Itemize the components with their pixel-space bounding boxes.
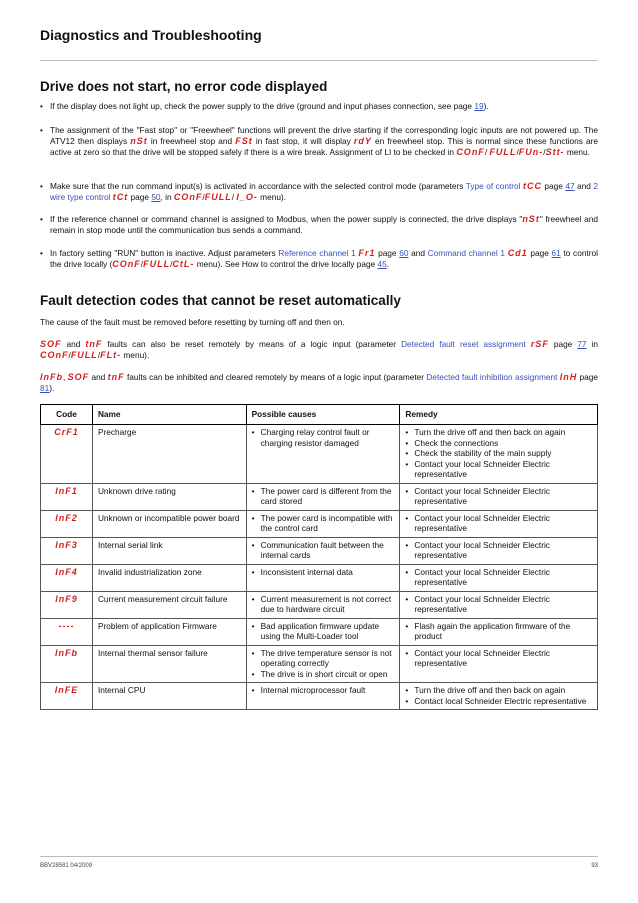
table-row — [41, 645, 598, 683]
bullet-modbus: • If the reference channel or command channel is assigned to Modbus, when the power supply is connected, the drive displays "nSt" freewheel and remain in stop mode until the communication bus sends a command. — [40, 214, 599, 235]
table-row — [41, 564, 598, 591]
fault-code: InF1 — [55, 485, 78, 496]
cell-causes — [246, 510, 400, 537]
list-item: • Bad application firmware update using the Multi-Loader tool — [252, 621, 395, 642]
list-item: • Contact your local Schneider Electric representative — [405, 513, 592, 534]
code-conf: COnF — [173, 192, 203, 202]
code-ctl: CtL- — [172, 259, 195, 269]
list-item: • Contact your local Schneider Electric representative — [405, 540, 592, 561]
cell-remedy — [400, 537, 598, 564]
cell-code — [41, 483, 93, 510]
page-link[interactable]: 77 — [577, 339, 587, 349]
list-item: • Current measurement is not correct due to hardware circuit — [252, 594, 395, 615]
col-header-code: Code — [41, 405, 93, 425]
list-item: • The power card is incompatible with the control card — [252, 513, 395, 534]
page-link[interactable]: 81 — [40, 383, 50, 393]
cell-name: Unknown drive rating — [92, 483, 246, 510]
fault-code: InF2 — [55, 512, 78, 523]
cell-name: Precharge — [92, 425, 246, 484]
param-link-fault-reset[interactable]: Detected fault reset assignment — [401, 339, 526, 349]
param-link-reference-channel[interactable]: Reference channel 1 — [278, 248, 356, 258]
code-rsf: rSF — [530, 339, 549, 349]
cell-remedy — [400, 564, 598, 591]
bullet-display: • If the display does not light up, check the power supply to the drive (ground and input phases connection, see page 19). — [40, 101, 489, 111]
page-number: 93 — [591, 863, 598, 869]
code-nst: nSt — [130, 136, 148, 146]
cell-remedy — [400, 618, 598, 645]
code-nst: nSt — [522, 214, 540, 224]
cell-causes — [246, 683, 400, 710]
cell-code — [41, 591, 93, 618]
col-header-causes: Possible causes — [246, 405, 400, 425]
code-infb: InFb — [40, 372, 63, 382]
fault-code: InF9 — [55, 593, 78, 604]
cell-causes — [246, 425, 400, 484]
code-fst: FSt — [235, 136, 253, 146]
cell-remedy — [400, 483, 598, 510]
section-title-no-start: Drive does not start, no error code displayed — [40, 79, 328, 94]
param-link-type-of-control[interactable]: Type of control — [465, 181, 521, 191]
list-item: • Contact your local Schneider Electric representative — [405, 459, 592, 480]
bullet-run-button: • In factory setting "RUN" button is inactive. Adjust parameters Reference channel 1 Fr1 page 60 and Command channel 1 Cd1 page 61 to control the drive locally (COnF/FULL/CtL- menu). See How to control the drive locally page 45. — [40, 248, 598, 269]
list-item: • Contact your local Schneider Electric representative — [405, 486, 592, 507]
code-sof: SOF — [40, 339, 62, 349]
fault-code: InF3 — [55, 539, 78, 550]
list-item: • Charging relay control fault or charging resistor damaged — [252, 427, 395, 448]
cell-causes — [246, 537, 400, 564]
table-row — [41, 425, 598, 484]
cell-name: Unknown or incompatible power board — [92, 510, 246, 537]
cell-name: Internal CPU — [92, 683, 246, 710]
cell-code — [41, 564, 93, 591]
page-link[interactable]: 61 — [551, 248, 561, 258]
cell-remedy — [400, 645, 598, 683]
cell-name: Problem of application Firmware — [92, 618, 246, 645]
divider — [40, 60, 598, 61]
page-link[interactable]: 19 — [474, 101, 484, 111]
list-item: • Contact local Schneider Electric representative — [405, 696, 592, 707]
page-link[interactable]: 47 — [565, 181, 575, 191]
fault-code: ---- — [58, 620, 75, 631]
list-item: • The drive temperature sensor is not operating correctly — [252, 648, 395, 669]
section-intro: The cause of the fault must be removed before resetting by turning off and then on. — [40, 317, 345, 327]
footer — [40, 856, 598, 869]
list-item: • The power card is different from the card stored — [252, 486, 395, 507]
code-rdy: rdY — [353, 136, 372, 146]
code-tnf: tnF — [107, 372, 125, 382]
code-tct: tCt — [112, 192, 129, 202]
code-flt: FLt- — [100, 350, 122, 360]
table-row — [41, 510, 598, 537]
code-conf: COnF — [40, 350, 69, 360]
cell-name: Internal serial link — [92, 537, 246, 564]
code-tnf: tnF — [85, 339, 103, 349]
page-title: Diagnostics and Troubleshooting — [40, 27, 262, 43]
cell-causes — [246, 483, 400, 510]
list-item: • Turn the drive off and then back on again — [405, 685, 592, 696]
cell-causes — [246, 591, 400, 618]
cell-code — [41, 537, 93, 564]
col-header-remedy: Remedy — [400, 405, 598, 425]
code-full: FULL — [204, 192, 232, 202]
table-header-row — [41, 405, 598, 425]
code-cd1: Cd1 — [507, 248, 528, 258]
fault-code: InF4 — [55, 566, 78, 577]
cell-code — [41, 425, 93, 484]
table-row — [41, 483, 598, 510]
code-fr1: Fr1 — [358, 248, 376, 258]
list-item: • Check the connections — [405, 438, 592, 449]
list-item: • Check the stability of the main supply — [405, 448, 592, 459]
code-io: I_O- — [236, 192, 258, 202]
section-title-fault-codes: Fault detection codes that cannot be reset automatically — [40, 293, 401, 308]
code-tcc: tCC — [522, 181, 542, 191]
cell-name: Internal thermal sensor failure — [92, 645, 246, 683]
col-header-name: Name — [92, 405, 246, 425]
code-full: FULL — [143, 259, 171, 269]
list-item: • Contact your local Schneider Electric representative — [405, 594, 592, 615]
cell-remedy — [400, 591, 598, 618]
doc-reference: BBV28581 04/2009 — [40, 863, 93, 869]
bullet-run-command: • Make sure that the run command input(s) is activated in accordance with the selected control mode (parameters Type of control tCC page 47 and 2 wire type control tCt page 50, in COnF/FULL/ I_O- menu). — [40, 181, 598, 202]
cell-code — [41, 618, 93, 645]
code-inh: InH — [559, 372, 578, 382]
fault-code: InFb — [54, 647, 78, 658]
cell-remedy — [400, 683, 598, 710]
list-item: • Communication fault between the internal cards — [252, 540, 395, 561]
cell-code — [41, 645, 93, 683]
list-item: • Internal microprocessor fault — [252, 685, 395, 696]
fault-code-table — [40, 404, 598, 710]
fault-code: InFE — [54, 685, 79, 695]
code-conf: COnF — [112, 259, 141, 269]
code-conf: COnF — [456, 147, 485, 157]
cell-code — [41, 683, 93, 710]
list-item: • Turn the drive off and then back on again — [405, 427, 592, 438]
cell-remedy — [400, 425, 598, 484]
code-full: FULL — [70, 350, 98, 360]
cell-causes — [246, 618, 400, 645]
page-link[interactable]: 50 — [151, 192, 161, 202]
list-item: • The drive is in short circuit or open — [252, 669, 395, 680]
page-link[interactable]: 45 — [377, 259, 387, 269]
table-row — [41, 537, 598, 564]
fault-code: CrF1 — [54, 427, 79, 437]
bullet-fast-stop: • The assignment of the "Fast stop" or "Freewheel" functions will prevent the drive starting if the corresponding logic inputs are not powered up. The ATV12 then displays nSt in freewheel stop and FSt in fast stop, it will display rdY en freewheel stop. This is normal since these functions are active at zero so that the drive will be stopped safely if there is a wire break. Assignment of LI to be checked in COnF/ FULL/FUn-/Stt- menu. — [40, 125, 599, 157]
cell-causes — [246, 645, 400, 683]
code-fun: FUn- — [518, 147, 544, 157]
code-full: FULL — [489, 147, 517, 157]
list-item: • Contact your local Schneider Electric representative — [405, 648, 592, 669]
cell-code — [41, 510, 93, 537]
para-inhibit: InFb, SOF and tnF faults can be inhibited and cleared remotely by means of a logic input (parameter Detected fault inhibition assignment InH page 81). — [40, 372, 599, 393]
code-sof: SOF — [67, 372, 90, 382]
para-reset-remote: SOF and tnF faults can also be reset remotely by means of a logic input (parameter Detected fault reset assignment rSF page 77 in COnF/FULL/FLt- menu). — [40, 339, 598, 360]
page-link[interactable]: 60 — [399, 248, 409, 258]
cell-remedy — [400, 510, 598, 537]
list-item: • Flash again the application firmware of the product — [405, 621, 592, 642]
list-item: • Inconsistent internal data — [252, 567, 395, 578]
cell-causes — [246, 564, 400, 591]
code-stt: Stt- — [545, 147, 565, 157]
param-link-fault-inhibit[interactable]: Detected fault inhibition assignment — [426, 372, 558, 382]
cell-name: Invalid industrialization zone — [92, 564, 246, 591]
table-row — [41, 618, 598, 645]
table-row — [41, 683, 598, 710]
list-item: • Contact your local Schneider Electric representative — [405, 567, 592, 588]
cell-name: Current measurement circuit failure — [92, 591, 246, 618]
table-row — [41, 591, 598, 618]
param-link-command-channel[interactable]: Command channel 1 — [427, 248, 505, 258]
param-link-2-wire[interactable]: 2 wire type control — [50, 181, 598, 202]
